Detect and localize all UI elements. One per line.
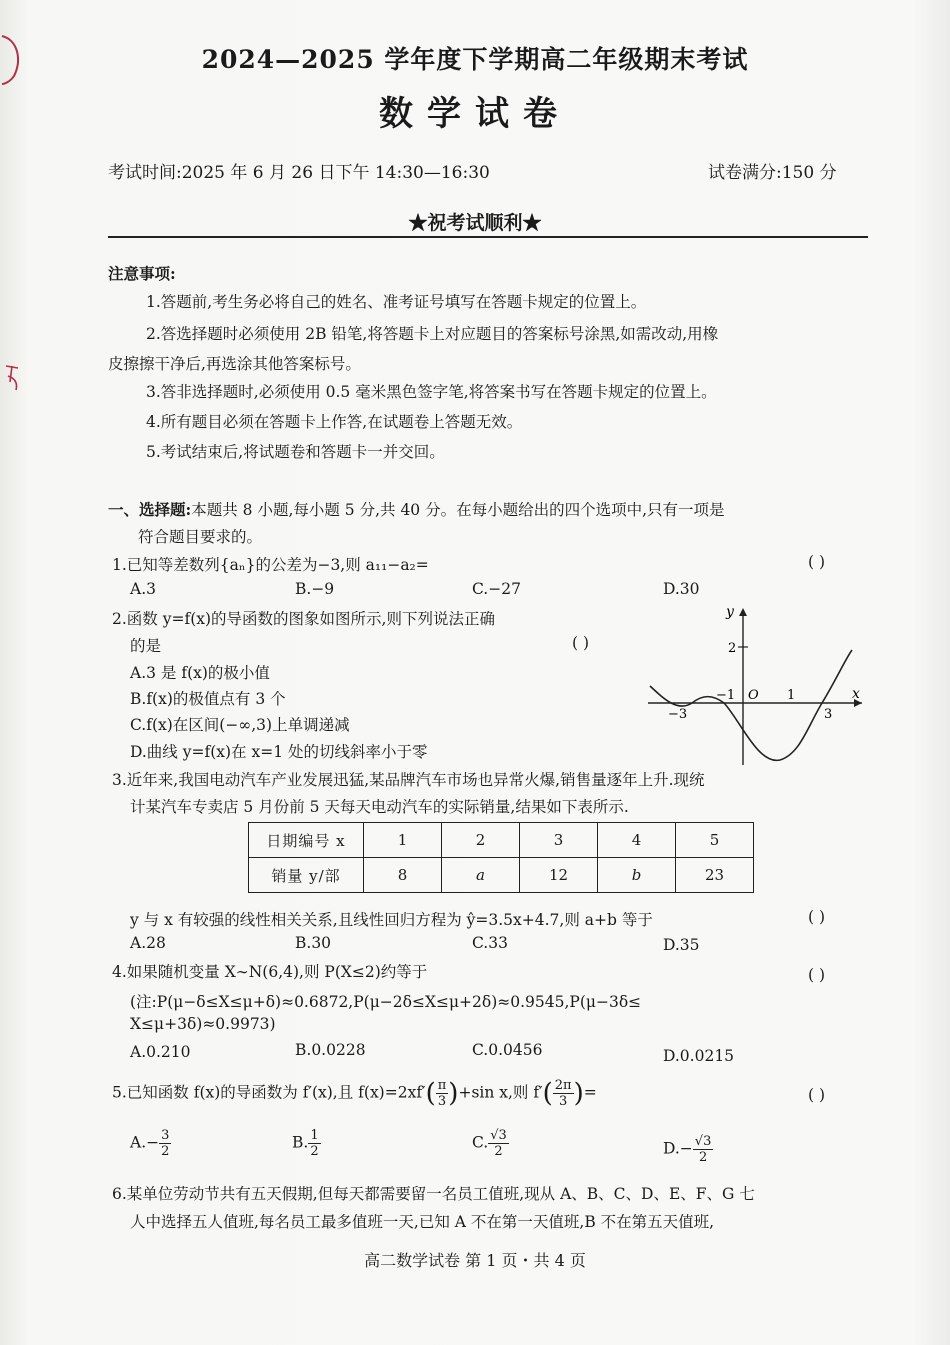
paren-left: ( xyxy=(425,1078,436,1109)
q5-fraction xyxy=(436,1078,449,1109)
question-6-stem-cont: 人中选择五人值班,每名员工最多值班一天,已知 A 不在第一天值班,B 不在第五天值班, xyxy=(130,1213,715,1231)
answer-paren: ( ) xyxy=(572,634,590,652)
table-row xyxy=(249,858,754,893)
x-tick-label: −1 xyxy=(716,688,736,703)
question-6-stem: 6.某单位劳动节共有五天假期,但每天都需要留一名员工值班,现从 A、B、C、D、E、F、G 七 xyxy=(112,1185,755,1203)
q2-option-c: C.f(x)在区间(−∞,3)上单调递减 xyxy=(130,716,350,734)
derivative-curve xyxy=(650,650,852,760)
table-row xyxy=(249,823,754,858)
question-3-stem-end: y 与 x 有较强的线性相关关系,且线性回归方程为 ŷ=3.5x+4.7,则 a+b 等于 xyxy=(130,911,653,929)
q5-option-a xyxy=(130,1128,171,1159)
table-cell: 12 xyxy=(520,858,598,893)
note-item: 3.答非选择题时,必须使用 0.5 毫米黑色签字笔,将答案书写在答题卡规定的位置上。 xyxy=(146,383,717,401)
question-3-stem: 3.近年来,我国电动汽车产业发展迅猛,某品牌汽车市场也异常火爆,销售量逐年上升.现统 xyxy=(112,771,705,789)
header-rule xyxy=(108,236,868,238)
table-cell: 23 xyxy=(676,858,754,893)
note-item: 4.所有题目必须在答题卡上作答,在试题卷上答题无效。 xyxy=(146,413,523,431)
q2-option-d: D.曲线 y=f(x)在 x=1 处的切线斜率小于零 xyxy=(130,743,428,761)
table-cell: 5 xyxy=(676,823,754,858)
table-cell: a xyxy=(442,858,520,893)
frac-denominator: 2 xyxy=(310,1144,319,1159)
q5-option-b xyxy=(292,1128,321,1159)
q5-stem-part: +sin x,则 f′ xyxy=(458,1083,543,1102)
frac-denominator: 3 xyxy=(559,1094,568,1109)
answer-paren: ( ) xyxy=(808,908,826,926)
y-tick-label: 2 xyxy=(728,641,737,656)
frac-denominator: 3 xyxy=(437,1094,447,1109)
option-fraction xyxy=(488,1128,509,1159)
note-item: 1.答题前,考生务必将自己的姓名、准考证号填写在答题卡规定的位置上。 xyxy=(146,293,647,311)
option-label: C. xyxy=(472,1133,489,1152)
q5-option-d xyxy=(663,1134,713,1165)
q1-option-d: D.30 xyxy=(663,580,700,598)
exam-title: 2024—2025 学年度下学期高二年级期末考试 xyxy=(201,45,749,74)
q5-stem-part: 5.已知函数 f(x)的导函数为 f′(x),且 f(x)=2xf′ xyxy=(112,1083,426,1102)
sales-table xyxy=(248,822,754,893)
x-tick-label: 1 xyxy=(787,688,796,703)
frac-denominator: 2 xyxy=(698,1150,708,1165)
notes-heading: 注意事项: xyxy=(108,264,176,283)
q4-option-c: C.0.0456 xyxy=(472,1041,543,1059)
q4-option-d: D.0.0215 xyxy=(663,1047,735,1065)
question-4-note: (注:P(μ−δ≤X≤μ+δ)≈0.6872,P(μ−2δ≤X≤μ+2δ)≈0.9545,P(μ−3δ≤ xyxy=(130,993,642,1011)
q4-option-b: B.0.0228 xyxy=(295,1041,366,1059)
note-item: 2.答选择题时必须使用 2B 铅笔,将答题卡上对应题目的答案标号涂黑,如需改动,用橡 xyxy=(146,325,719,343)
question-2-stem-cont: 的是 xyxy=(130,637,162,655)
table-cell: 8 xyxy=(364,858,442,893)
x-tick-label: −3 xyxy=(668,707,688,722)
frac-numerator: √3 xyxy=(694,1134,712,1149)
question-5-stem xyxy=(112,1078,597,1109)
q1-option-a: A.3 xyxy=(130,580,156,598)
derivative-graph xyxy=(640,600,870,770)
x-tick-label: 3 xyxy=(824,707,833,722)
frac-denominator: 2 xyxy=(161,1144,170,1159)
paren-right: ) xyxy=(448,1078,459,1109)
q3-option-b: B.30 xyxy=(295,934,332,952)
frac-numerator: π xyxy=(437,1078,447,1093)
option-label: A.− xyxy=(130,1133,160,1152)
y-axis-label: y xyxy=(726,604,734,620)
frac-numerator: √3 xyxy=(490,1128,507,1143)
y-axis-arrow-icon xyxy=(739,608,747,616)
q5-option-c xyxy=(472,1128,509,1159)
section-desc-cont: 符合题目要求的。 xyxy=(138,528,263,546)
q5-stem-part: = xyxy=(583,1083,597,1102)
note-item: 5.考试结束后,将试题卷和答题卡一并交回。 xyxy=(146,443,445,461)
good-luck-banner: ★祝考试顺利★ xyxy=(408,212,542,234)
question-2-stem: 2.函数 y=f(x)的导函数的图象如图所示,则下列说法正确 xyxy=(112,610,495,628)
q3-option-a: A.28 xyxy=(130,934,166,952)
frac-denominator: 2 xyxy=(494,1144,503,1159)
red-ink-scribble xyxy=(2,360,26,396)
option-fraction xyxy=(693,1134,714,1165)
q4-option-a: A.0.210 xyxy=(130,1043,191,1061)
answer-paren: ( ) xyxy=(808,553,826,571)
x-axis-label: x xyxy=(852,686,860,702)
table-cell: b xyxy=(598,858,676,893)
frac-numerator: 1 xyxy=(310,1128,319,1143)
q1-option-b: B.−9 xyxy=(295,580,335,598)
exam-time: 考试时间:2025 年 6 月 26 日下午 14:30—16:30 xyxy=(108,163,490,183)
option-fraction xyxy=(308,1128,320,1159)
question-4-note-cont: X≤μ+3δ)≈0.9973) xyxy=(130,1015,276,1033)
frac-numerator: 2π xyxy=(554,1078,572,1093)
table-cell: 2 xyxy=(442,823,520,858)
q1-option-c: C.−27 xyxy=(472,580,521,598)
q3-option-c: C.33 xyxy=(472,934,508,952)
question-3-stem-cont: 计某汽车专卖店 5 月份前 5 天每天电动汽车的实际销量,结果如下表所示. xyxy=(130,798,629,816)
answer-paren: ( ) xyxy=(808,966,826,984)
section-title: 一、选择题: xyxy=(108,500,192,519)
answer-paren: ( ) xyxy=(808,1086,826,1104)
option-fraction xyxy=(159,1128,171,1159)
origin-label: O xyxy=(748,688,759,703)
table-header-cell: 销量 y/部 xyxy=(249,858,364,893)
table-cell: 3 xyxy=(520,823,598,858)
option-label: B. xyxy=(292,1133,309,1152)
paren-right: ) xyxy=(573,1078,584,1109)
full-score: 试卷满分:150 分 xyxy=(708,163,837,183)
note-item: 皮擦擦干净后,再选涂其他答案标号。 xyxy=(108,355,361,373)
table-header-cell: 日期编号 x xyxy=(249,823,364,858)
table-cell: 4 xyxy=(598,823,676,858)
frac-numerator: 3 xyxy=(161,1128,170,1143)
q2-option-a: A.3 是 f(x)的极小值 xyxy=(130,664,270,682)
section-heading xyxy=(108,498,725,520)
question-4-stem: 4.如果随机变量 X∼N(6,4),则 P(X≤2)约等于 xyxy=(112,963,428,981)
section-desc: 本题共 8 小题,每小题 5 分,共 40 分。在每小题给出的四个选项中,只有一项是 xyxy=(191,501,725,519)
page-footer: 高二数学试卷 第 1 页・共 4 页 xyxy=(364,1251,586,1270)
subject-title: 数学试卷 xyxy=(379,94,571,134)
q2-option-b: B.f(x)的极值点有 3 个 xyxy=(130,690,286,708)
table-cell: 1 xyxy=(364,823,442,858)
option-label: D.− xyxy=(663,1139,693,1158)
paren-left: ( xyxy=(542,1078,553,1109)
question-1-stem: 1.已知等差数列{aₙ}的公差为−3,则 a₁₁−a₂= xyxy=(112,556,429,574)
q3-option-d: D.35 xyxy=(663,936,700,954)
q5-fraction xyxy=(553,1078,574,1109)
